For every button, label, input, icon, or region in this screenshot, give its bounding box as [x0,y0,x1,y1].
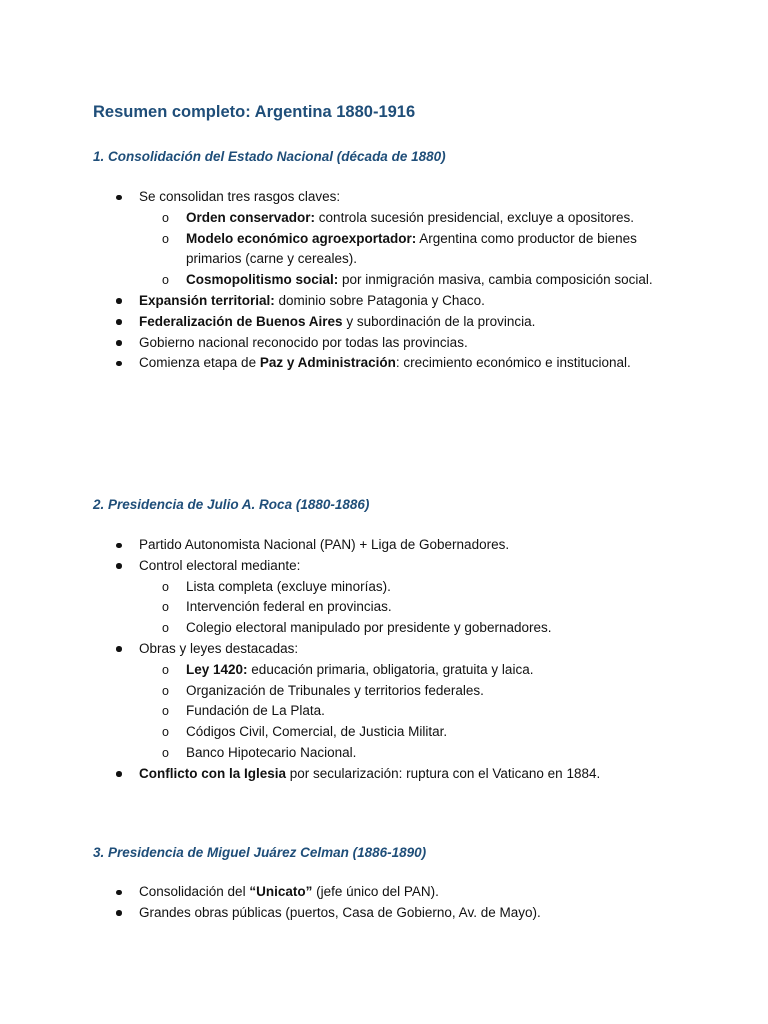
bullet-icon [116,563,122,569]
list-item: Se consolidan tres rasgos claves: [0,187,768,208]
list-item: Federalización de Buenos Aires y subordinación de la provincia. [0,312,768,333]
list-item: Consolidación del “Unicato” (jefe único del PAN). [0,882,768,903]
circle-bullet-icon: o [162,273,169,288]
list-item: o Ley 1420: educación primaria, obligatoria, gratuita y laica. [0,660,768,681]
bullet-icon [116,771,122,777]
list-item: o Colegio electoral manipulado por presidente y gobernadores. [0,618,768,639]
list-item: o Orden conservador: controla sucesión presidencial, excluye a opositores. [0,208,768,229]
list-item: Conflicto con la Iglesia por secularización: ruptura con el Vaticano en 1884. [0,764,768,785]
circle-bullet-icon: o [162,745,169,760]
circle-bullet-icon: o [162,579,169,594]
bullet-icon [116,890,122,896]
list-item: o Intervención federal en provincias. [0,597,768,618]
section-heading: 3. Presidencia de Miguel Juárez Celman (1886-1890) [93,845,427,860]
list-item: o Fundación de La Plata. [0,701,768,722]
circle-bullet-icon: o [162,600,169,615]
list-item: o Lista completa (excluye minorías). [0,577,768,598]
circle-bullet-icon: o [162,704,169,719]
bullet-icon [116,646,122,652]
circle-bullet-icon: o [162,231,169,246]
list-item: o Organización de Tribunales y territorios federales. [0,681,768,702]
list-item: Expansión territorial: dominio sobre Patagonia y Chaco. [0,291,768,312]
list-item: o Cosmopolitismo social: por inmigración masiva, cambia composición social. [0,270,768,291]
bullet-icon [116,910,122,916]
bullet-list [0,535,768,785]
list-item: Comienza etapa de Paz y Administración: crecimiento económico e institucional. [0,353,768,374]
circle-bullet-icon: o [162,683,169,698]
document-title: Resumen completo: Argentina 1880-1916 [93,103,416,121]
list-item: Gobierno nacional reconocido por todas las provincias. [0,333,768,354]
bullet-icon [116,319,122,325]
circle-bullet-icon: o [162,725,169,740]
bullet-list [0,187,768,374]
circle-bullet-icon: o [162,210,169,225]
bullet-icon [116,195,122,201]
list-item: Obras y leyes destacadas: [0,639,768,660]
circle-bullet-icon: o [162,662,169,677]
bullet-icon [116,361,122,367]
list-item: o Banco Hipotecario Nacional. [0,743,768,764]
circle-bullet-icon: o [162,621,169,636]
bullet-icon [116,298,122,304]
list-item: Partido Autonomista Nacional (PAN) + Liga de Gobernadores. [0,535,768,556]
list-item: o Códigos Civil, Comercial, de Justicia Militar. [0,722,768,743]
list-item: Control electoral mediante: [0,556,768,577]
bullet-icon [116,340,122,346]
section-heading: 2. Presidencia de Julio A. Roca (1880-1886) [93,497,370,512]
section-heading: 1. Consolidación del Estado Nacional (década de 1880) [93,149,446,164]
list-item: o Modelo económico agroexportador: Argentina como productor de bienes primarios (carne y cereales). [162,230,637,267]
list-item: Grandes obras públicas (puertos, Casa de Gobierno, Av. de Mayo). [0,903,768,924]
bullet-icon [116,543,122,549]
bullet-list [0,882,768,924]
